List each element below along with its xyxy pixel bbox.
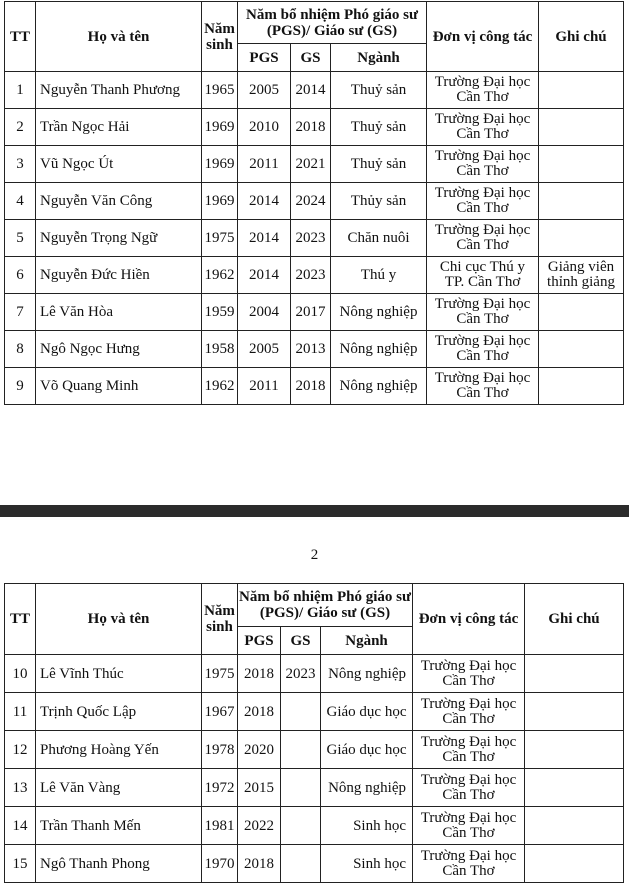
header-pgs: PGS [238, 627, 281, 655]
header-birth: Năm sinh [202, 584, 238, 655]
row-birth: 1978 [202, 731, 238, 769]
row-note [539, 183, 624, 220]
row-pgs: 2018 [238, 845, 281, 883]
page-number: 2 [310, 547, 319, 563]
row-pgs: 2014 [238, 220, 291, 257]
row-pgs: 2010 [238, 109, 291, 146]
row-birth: 1962 [202, 368, 238, 405]
row-unit: Trường Đại học Cần Thơ [427, 72, 539, 109]
professor-table-page-1 [4, 1, 624, 405]
header-unit: Đơn vị công tác [427, 2, 539, 72]
row-gs: 2023 [291, 220, 331, 257]
header-unit: Đơn vị công tác [413, 584, 525, 655]
table-row [5, 807, 624, 845]
row-note: Giảng viên thỉnh giảng [539, 257, 624, 294]
row-field: Sinh học [321, 845, 413, 883]
row-birth: 1969 [202, 183, 238, 220]
row-birth: 1970 [202, 845, 238, 883]
row-unit: Trường Đại học Cần Thơ [413, 731, 525, 769]
row-name: Lê Văn Vàng [36, 769, 202, 807]
row-gs: 2018 [291, 368, 331, 405]
row-name: Trịnh Quốc Lập [36, 693, 202, 731]
row-birth: 1981 [202, 807, 238, 845]
row-unit: Chi cục Thú y TP. Cần Thơ [427, 257, 539, 294]
page-2 [0, 517, 629, 887]
row-tt: 3 [5, 146, 36, 183]
row-name: Nguyễn Thanh Phương [36, 72, 202, 109]
row-gs: 2023 [281, 655, 321, 693]
row-name: Vũ Ngọc Út [36, 146, 202, 183]
row-unit: Trường Đại học Cần Thơ [427, 109, 539, 146]
row-pgs: 2011 [238, 368, 291, 405]
table-row [5, 183, 624, 220]
row-tt: 11 [5, 693, 36, 731]
row-name: Trần Thanh Mến [36, 807, 202, 845]
row-unit: Trường Đại học Cần Thơ [427, 331, 539, 368]
row-note [539, 220, 624, 257]
row-pgs: 2022 [238, 807, 281, 845]
table-row [5, 731, 624, 769]
row-tt: 14 [5, 807, 36, 845]
table-row [5, 769, 624, 807]
row-birth: 1975 [202, 220, 238, 257]
table-body-page-2 [5, 655, 624, 883]
header-appointment: Năm bổ nhiệm Phó giáo sư (PGS)/ Giáo sư (GS) [238, 2, 427, 44]
row-tt: 5 [5, 220, 36, 257]
table-row [5, 655, 624, 693]
header-tt: TT [5, 584, 36, 655]
row-note [525, 807, 624, 845]
row-pgs: 2014 [238, 257, 291, 294]
header-tt: TT [5, 2, 36, 72]
row-name: Phương Hoàng Yến [36, 731, 202, 769]
header-note: Ghi chú [525, 584, 624, 655]
header-note: Ghi chú [539, 2, 624, 72]
row-pgs: 2004 [238, 294, 291, 331]
row-tt: 2 [5, 109, 36, 146]
row-tt: 12 [5, 731, 36, 769]
row-birth: 1972 [202, 769, 238, 807]
row-unit: Trường Đại học Cần Thơ [427, 183, 539, 220]
row-pgs: 2005 [238, 331, 291, 368]
header-name: Họ và tên [36, 2, 202, 72]
row-field: Thủy sản [331, 183, 427, 220]
table-row [5, 294, 624, 331]
row-field: Nông nghiệp [331, 294, 427, 331]
row-tt: 7 [5, 294, 36, 331]
row-birth: 1969 [202, 146, 238, 183]
row-birth: 1958 [202, 331, 238, 368]
row-field: Nông nghiệp [331, 331, 427, 368]
row-note [525, 769, 624, 807]
row-field: Giáo dục học [321, 731, 413, 769]
row-tt: 13 [5, 769, 36, 807]
row-birth: 1959 [202, 294, 238, 331]
row-birth: 1965 [202, 72, 238, 109]
row-gs: 2013 [291, 331, 331, 368]
row-unit: Trường Đại học Cần Thơ [413, 693, 525, 731]
row-note [525, 693, 624, 731]
header-name: Họ và tên [36, 584, 202, 655]
row-gs: 2018 [291, 109, 331, 146]
row-gs: 2023 [291, 257, 331, 294]
row-pgs: 2020 [238, 731, 281, 769]
row-field: Nông nghiệp [321, 655, 413, 693]
row-unit: Trường Đại học Cần Thơ [413, 845, 525, 883]
row-birth: 1969 [202, 109, 238, 146]
row-unit: Trường Đại học Cần Thơ [427, 146, 539, 183]
row-tt: 6 [5, 257, 36, 294]
header-field: Ngành [321, 627, 413, 655]
row-note [539, 109, 624, 146]
row-unit: Trường Đại học Cần Thơ [413, 769, 525, 807]
row-unit: Trường Đại học Cần Thơ [413, 655, 525, 693]
row-name: Lê Vĩnh Thúc [36, 655, 202, 693]
row-note [525, 655, 624, 693]
row-birth: 1962 [202, 257, 238, 294]
row-note [539, 331, 624, 368]
row-tt: 10 [5, 655, 36, 693]
row-note [525, 845, 624, 883]
row-gs [281, 845, 321, 883]
row-tt: 9 [5, 368, 36, 405]
row-field: Nông nghiệp [321, 769, 413, 807]
table-row [5, 331, 624, 368]
table-row [5, 368, 624, 405]
row-pgs: 2015 [238, 769, 281, 807]
row-name: Lê Văn Hòa [36, 294, 202, 331]
row-birth: 1975 [202, 655, 238, 693]
row-field: Thuỷ sản [331, 72, 427, 109]
row-pgs: 2005 [238, 72, 291, 109]
row-pgs: 2014 [238, 183, 291, 220]
table-row [5, 220, 624, 257]
page-separator [0, 505, 629, 517]
row-field: Sinh học [321, 807, 413, 845]
header-gs: GS [281, 627, 321, 655]
table-row [5, 845, 624, 883]
row-pgs: 2018 [238, 655, 281, 693]
professor-table-page-2 [4, 583, 624, 883]
row-field: Thuỷ sản [331, 109, 427, 146]
row-gs: 2014 [291, 72, 331, 109]
table-row [5, 109, 624, 146]
table-body-page-1 [5, 72, 624, 405]
header-pgs: PGS [238, 44, 291, 72]
row-note [525, 731, 624, 769]
row-field: Chăn nuôi [331, 220, 427, 257]
row-name: Trần Ngọc Hải [36, 109, 202, 146]
row-note [539, 72, 624, 109]
row-unit: Trường Đại học Cần Thơ [427, 294, 539, 331]
row-field: Thú y [331, 257, 427, 294]
row-gs [281, 807, 321, 845]
table-row [5, 257, 624, 294]
row-field: Nông nghiệp [331, 368, 427, 405]
table-row [5, 146, 624, 183]
row-gs: 2021 [291, 146, 331, 183]
row-gs: 2017 [291, 294, 331, 331]
row-note [539, 146, 624, 183]
row-gs [281, 693, 321, 731]
row-gs: 2024 [291, 183, 331, 220]
row-field: Thuỷ sản [331, 146, 427, 183]
row-unit: Trường Đại học Cần Thơ [413, 807, 525, 845]
row-unit: Trường Đại học Cần Thơ [427, 368, 539, 405]
row-name: Võ Quang Minh [36, 368, 202, 405]
row-pgs: 2018 [238, 693, 281, 731]
table-row [5, 72, 624, 109]
row-gs [281, 769, 321, 807]
row-gs [281, 731, 321, 769]
table-row [5, 693, 624, 731]
row-field: Giáo dục học [321, 693, 413, 731]
row-tt: 15 [5, 845, 36, 883]
row-note [539, 368, 624, 405]
row-tt: 4 [5, 183, 36, 220]
header-field: Ngành [331, 44, 427, 72]
row-name: Ngô Ngọc Hưng [36, 331, 202, 368]
header-gs: GS [291, 44, 331, 72]
row-note [539, 294, 624, 331]
row-name: Nguyễn Đức Hiền [36, 257, 202, 294]
row-unit: Trường Đại học Cần Thơ [427, 220, 539, 257]
row-pgs: 2011 [238, 146, 291, 183]
row-tt: 1 [5, 72, 36, 109]
row-birth: 1967 [202, 693, 238, 731]
row-name: Ngô Thanh Phong [36, 845, 202, 883]
row-name: Nguyễn Trọng Ngữ [36, 220, 202, 257]
header-appointment: Năm bổ nhiệm Phó giáo sư (PGS)/ Giáo sư (GS) [238, 584, 413, 627]
row-tt: 8 [5, 331, 36, 368]
row-name: Nguyễn Văn Công [36, 183, 202, 220]
header-birth: Năm sinh [202, 2, 238, 72]
